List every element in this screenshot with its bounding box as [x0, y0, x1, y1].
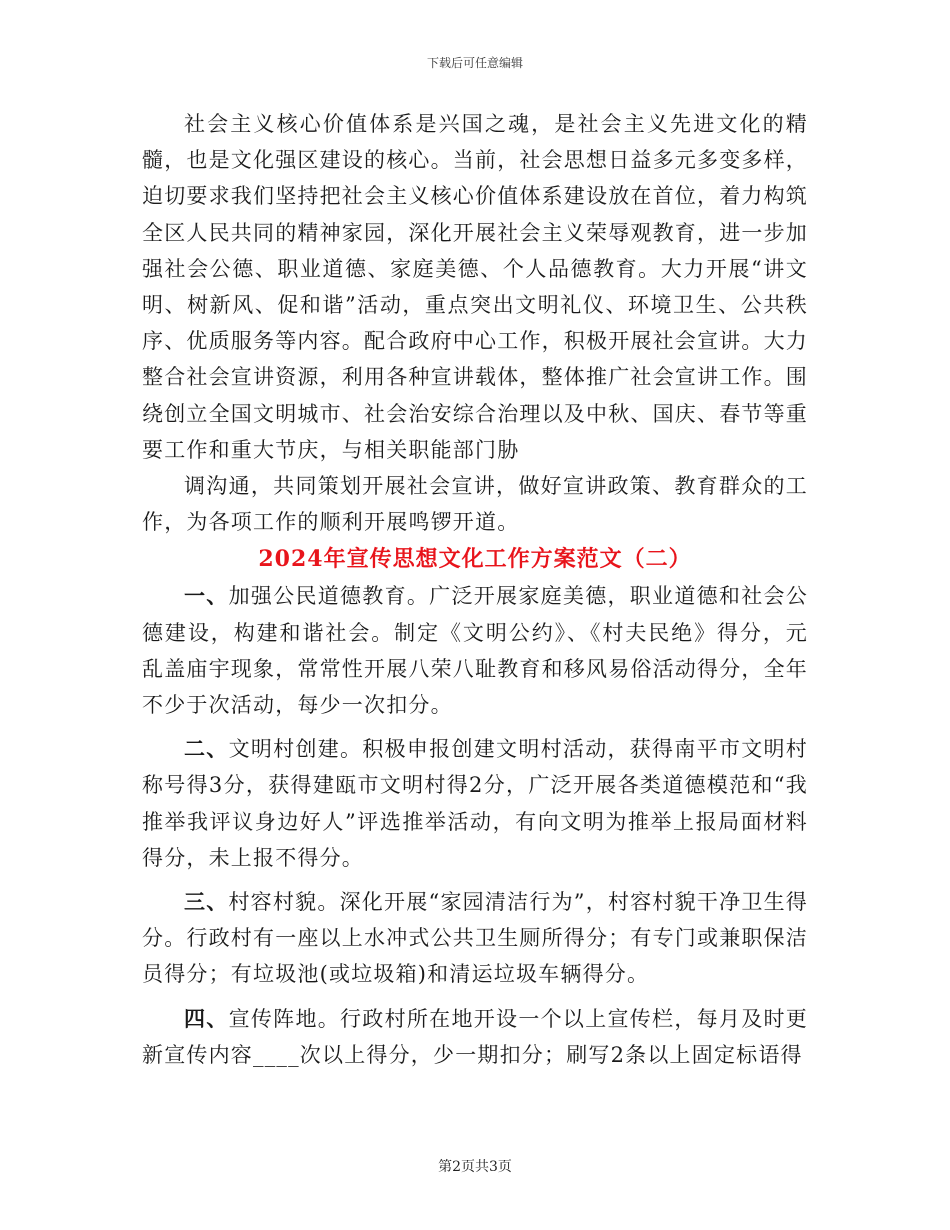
- item-text: 宣传阵地。行政村所在地开设一个以上宣传栏，每月及时更新宣传内容____次以上得分，少一期扣分；刷写2条以上固定标语得: [142, 1006, 808, 1067]
- item-number: 二、: [184, 736, 229, 762]
- paragraph-core-values: 社会主义核心价值体系是兴国之魂，是社会主义先进文化的精髓，也是文化强区建设的核心。当前，社会思想日益多元多变多样，迫切要求我们坚持把社会主义核心价值体系建设放在首位，着力构筑全区人民共同的精神家园，深化开展社会主义荣辱观教育，进一步加强社会公德、职业道德、家庭美德、个人品德教育。大力开展“讲文明、树新风、促和谐”活动，重点突出文明礼仪、环境卫生、公共秩序、优质服务等内容。配合政府中心工作，积极开展社会宣讲。大力整合社会宣讲资源，利用各种宣讲载体，整体推广社会宣讲工作。围绕创立全国文明城市、社会治安综合治理以及中秋、国庆、春节等重要工作和重大节庆，与相关职能部门胁: [142, 112, 808, 462]
- list-item-civilized-village: [142, 731, 808, 876]
- item-text: 文明村创建。积极申报创建文明村活动，获得南平市文明村称号得3分，获得建瓯市文明村得2分，广泛开展各类道德模范和“我推举我评议身边好人”评选推举活动，有向文明为推举上报局面材料得分，未上报不得分。: [142, 737, 808, 870]
- list-item-village-appearance: [142, 884, 808, 993]
- page-footer: 第2页共3页: [438, 1159, 512, 1175]
- item-number: 四、: [184, 1005, 229, 1031]
- section-title: 2024年宣传思想文化工作方案范文（二）: [258, 546, 692, 573]
- item-text: 加强公民道德教育。广泛开展家庭美德，职业道德和社会公德建设，构建和谐社会。制定《文明公约》、《村夫民绝》得分，元乱盖庙宇现象，常常性开展八荣八耻教育和移风易俗活动得分，全年不少于次活动，每少一次扣分。: [142, 584, 808, 718]
- item-number: 三、: [184, 889, 229, 915]
- item-text: 村容村貌。深化开展“家园清洁行为”，村容村貌干净卫生得分。行政村有一座以上水冲式公共卫生厕所得分；有专门或兼职保洁员得分；有垃圾池(或垃圾箱)和清运垃圾车辆得分。: [142, 890, 808, 987]
- list-item-moral-education: [142, 578, 808, 723]
- page-header: 下载后可任意编辑: [426, 56, 523, 70]
- document-body: [142, 106, 808, 1073]
- item-number: 一、: [184, 583, 229, 609]
- paragraph-continuation: 调沟通，共同策划开展社会宣讲，做好宣讲政策、教育群众的工作，为各项工作的顺利开展鸣锣开道。: [142, 474, 808, 535]
- list-item-propaganda-position: [142, 1001, 808, 1073]
